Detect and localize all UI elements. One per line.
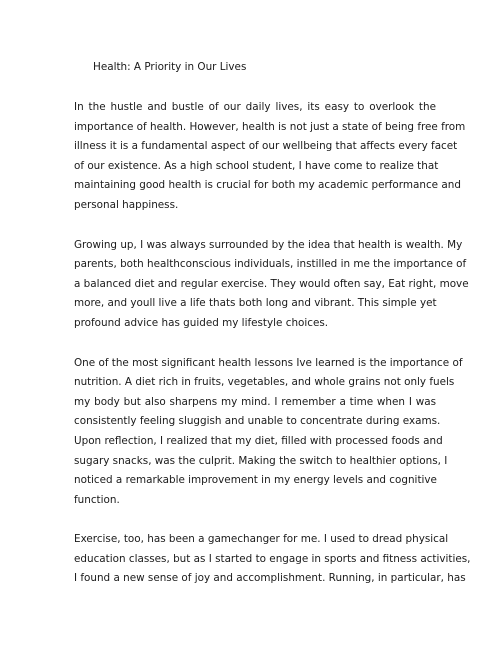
paragraph-line: Exercise, too, has been a gamechanger for me. I used to dread physical (74, 533, 449, 546)
paragraph-line: profound advice has guided my lifestyle choices. (74, 316, 329, 329)
paragraph-line: consistently feeling sluggish and unable to concentrate during exams. (74, 415, 441, 428)
paragraph-line: education classes, but as I started to engage in sports and fitness activities, (74, 552, 471, 565)
paragraph-line: In the hustle and bustle of our daily lives, its easy to overlook the (74, 101, 436, 113)
paragraph-line: Growing up, I was always surrounded by the idea that health is wealth. My (74, 238, 463, 251)
paragraph-line: parents, both healthconscious individuals, instilled in me the importance of (74, 258, 467, 271)
paragraph-line: One of the most significant health lessons Ive learned is the importance of (74, 356, 463, 369)
paragraph-line: more, and youll live a life thats both long and vibrant. This simple yet (74, 297, 437, 310)
paragraph-3 (74, 354, 463, 511)
paragraph-1 (74, 98, 466, 216)
paragraph-4 (74, 530, 471, 589)
paragraph-line: noticed a remarkable improvement in my energy levels and cognitive (74, 474, 437, 487)
paragraph-line: importance of health. However, health is not just a state of being free from (74, 120, 466, 133)
paragraph-line: a balanced diet and regular exercise. They would often say, Eat right, move (74, 277, 469, 290)
paragraph-line: of our existence. As a high school student, I have come to realize that (74, 159, 439, 172)
paragraph-line: nutrition. A diet rich in fruits, vegetables, and whole grains not only fuels (74, 376, 455, 389)
document-body (74, 98, 471, 609)
paragraph-line: personal happiness. (74, 198, 179, 211)
document-title: Health: A Priority in Our Lives (93, 61, 247, 73)
paragraph-line: maintaining good health is crucial for both my academic performance and (74, 179, 461, 192)
paragraph-line: I found a new sense of joy and accomplishment. Running, in particular, has (74, 572, 466, 585)
paragraph-line: function. (74, 493, 120, 506)
paragraph-2 (74, 236, 469, 334)
paragraph-line: my body but also sharpens my mind. I remember a time when I was (74, 395, 436, 408)
paragraph-line: illness it is a fundamental aspect of our wellbeing that affects every facet (74, 140, 458, 153)
paragraph-line: sugary snacks, was the culprit. Making the switch to healthier options, I (74, 454, 448, 467)
paragraph-line: Upon reflection, I realized that my diet, filled with processed foods and (74, 434, 443, 447)
